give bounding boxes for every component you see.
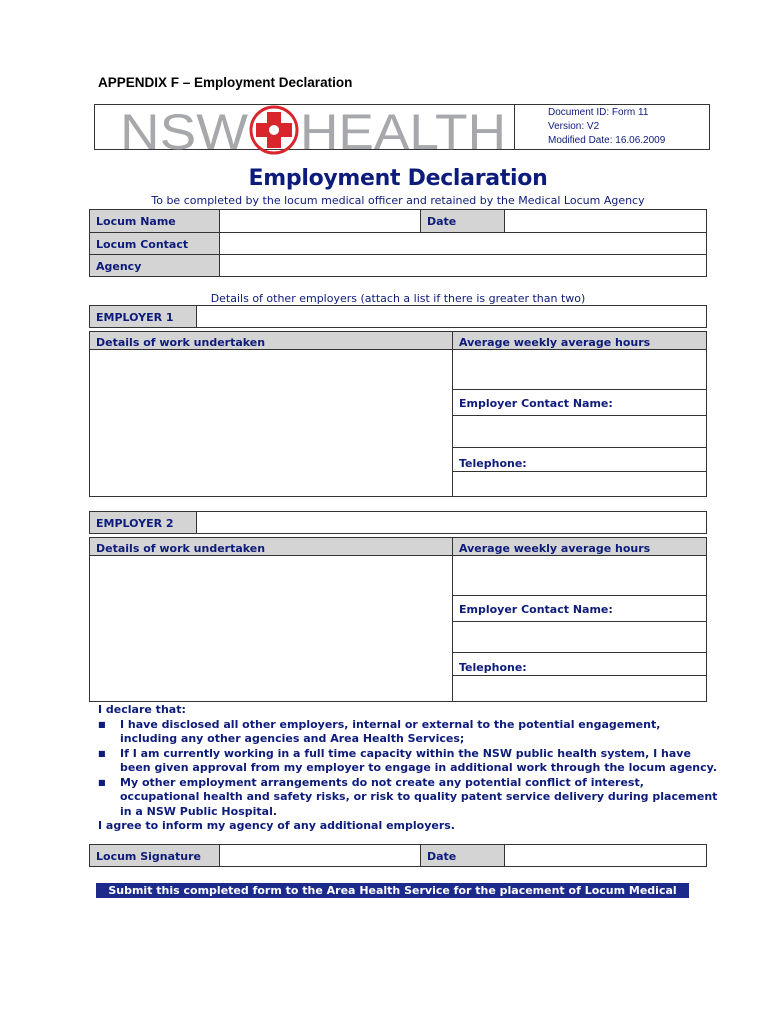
employer1-work-field[interactable] [89, 349, 453, 497]
employer1-telephone-label: Telephone: [452, 447, 707, 472]
employer1-name-field[interactable] [196, 305, 707, 328]
bullet-icon: ■ [98, 777, 106, 787]
employer2-hours-label: Average weekly average hours [452, 537, 707, 556]
employer1-telephone-field[interactable] [452, 471, 707, 497]
signature-date-label: Date [420, 844, 505, 867]
document-id: Document ID: Form 11 [548, 107, 649, 118]
locum-date-label: Date [420, 209, 505, 233]
declaration-item [98, 717, 718, 747]
employer2-work-label: Details of work undertaken [89, 537, 453, 556]
locum-contact-label: Locum Contact [89, 232, 220, 255]
document-modified-date: Modified Date: 16.06.2009 [548, 135, 666, 146]
form-subtitle: To be completed by the locum medical officer and retained by the Medical Locum Agency [151, 194, 645, 207]
employer1-hours-label: Average weekly average hours [452, 331, 707, 350]
declaration-item-text: My other employment arrangements do not create any potential conflict of interest, occupational health and safety risks, or risk to quality patent service delivery during placement in a NSW Public Hospital. [120, 775, 718, 818]
logo-text-nsw: NSW [120, 104, 249, 155]
submit-instruction-banner: Submit this completed form to the Area Health Service for the placement of Locum Medical Officer [96, 883, 689, 898]
logo-text-health: HEALTH [300, 104, 506, 155]
employer2-name-field[interactable] [196, 511, 707, 534]
employer2-telephone-field[interactable] [452, 675, 707, 702]
declaration-intro: I declare that: [98, 703, 186, 716]
agency-field[interactable] [219, 254, 707, 277]
locum-contact-field[interactable] [219, 232, 707, 255]
header-divider [514, 104, 515, 150]
employer2-telephone-label: Telephone: [452, 652, 707, 676]
agency-label: Agency [89, 254, 220, 277]
locum-date-field[interactable] [504, 209, 707, 233]
employer2-work-field[interactable] [89, 555, 453, 702]
document-version: Version: V2 [548, 121, 600, 132]
declaration-item [98, 746, 718, 776]
declaration-item-text: I have disclosed all other employers, internal or external to the potential engagement, including any other agencies and Area Health Services; [120, 717, 661, 745]
employer2-label: EMPLOYER 2 [89, 511, 197, 534]
employer2-contact-field[interactable] [452, 621, 707, 653]
employer1-contact-label: Employer Contact Name: [452, 389, 707, 416]
signature-date-field[interactable] [504, 844, 707, 867]
declaration-item-text: If I am currently working in a full time capacity within the NSW public health system, I have been given approval from my employer to engage in additional work through the locum agency. [120, 746, 718, 774]
employer2-contact-label: Employer Contact Name: [452, 595, 707, 622]
declaration-item [98, 775, 718, 820]
appendix-title: APPENDIX F – Employment Declaration [98, 75, 353, 90]
nsw-health-logo [104, 101, 514, 155]
bullet-icon: ■ [98, 719, 106, 729]
declaration-agree: I agree to inform my agency of any additional employers. [98, 819, 455, 832]
locum-name-label: Locum Name [89, 209, 220, 233]
locum-signature-field[interactable] [219, 844, 421, 867]
other-employers-note: Details of other employers (attach a list if there is greater than two) [210, 292, 586, 305]
locum-signature-label: Locum Signature [89, 844, 220, 867]
employer2-hours-field[interactable] [452, 555, 707, 596]
locum-name-field[interactable] [219, 209, 421, 233]
declaration-list [98, 718, 718, 820]
waratah-cross-icon [251, 107, 297, 153]
form-title: Employment Declaration [248, 166, 548, 191]
employer1-work-label: Details of work undertaken [89, 331, 453, 350]
employer1-hours-field[interactable] [452, 349, 707, 390]
bullet-icon: ■ [98, 748, 106, 758]
employer1-label: EMPLOYER 1 [89, 305, 197, 328]
employer1-contact-field[interactable] [452, 415, 707, 448]
declaration-section [98, 703, 718, 834]
